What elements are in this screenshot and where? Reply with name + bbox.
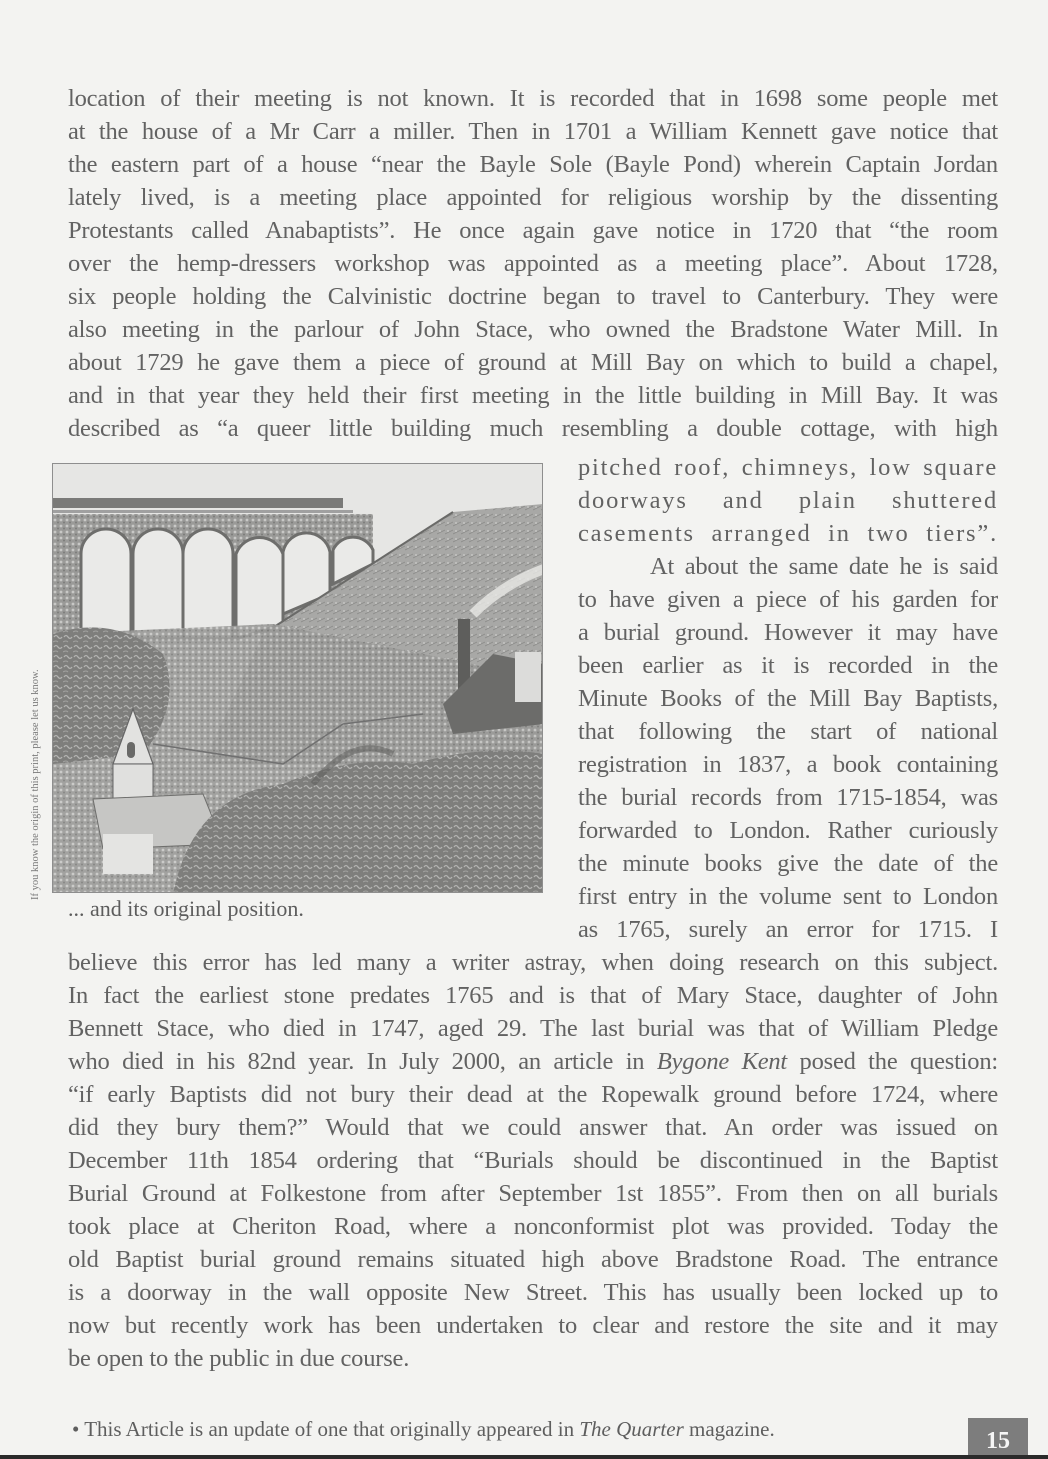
body-line: Minute Books of the Mill Bay Baptists, — [578, 685, 998, 712]
body-line: did they bury them?” Would that we could answer that. An order was issued on — [68, 1114, 998, 1141]
body-line: casements arranged in two tiers”. — [578, 520, 998, 547]
body-line: that following the start of national — [578, 718, 998, 745]
body-line: a burial ground. However it may have — [578, 619, 998, 646]
body-line: doorways and plain shuttered — [578, 487, 998, 514]
engraving-figure — [52, 463, 543, 893]
body-line: Burial Ground at Folkestone from after September 1st 1855”. From then on all burials — [68, 1180, 998, 1207]
body-line: about 1729 he gave them a piece of ground at Mill Bay on which to build a chapel, — [68, 349, 998, 376]
body-line: “if early Baptists did not bury their dead at the Ropewalk ground before 1724, where — [68, 1081, 998, 1108]
body-line: and in that year they held their first meeting in the little building in Mill Bay. It was — [68, 382, 998, 409]
text-segment: posed the question: — [787, 1048, 998, 1075]
body-line: the burial records from 1715-1854, was — [578, 784, 998, 811]
body-line: took place at Cheriton Road, where a nonconformist plot was provided. Today the — [68, 1213, 998, 1240]
body-line: as 1765, surely an error for 1715. I — [578, 916, 998, 943]
body-line: described as “a queer little building much resembling a double cottage, with high — [68, 415, 998, 442]
footnote-text-end: magazine. — [683, 1417, 775, 1441]
body-line: pitched roof, chimneys, low square — [578, 454, 998, 481]
body-line: the eastern part of a house “near the Bayle Sole (Bayle Pond) wherein Captain Jordan — [68, 151, 998, 178]
magazine-title: The Quarter — [579, 1417, 684, 1441]
body-line: first entry in the volume sent to London — [578, 883, 998, 910]
page-number: 15 — [968, 1418, 1028, 1455]
body-line: lately lived, is a meeting place appointed for religious worship by the dissenting — [68, 184, 998, 211]
viaduct-engraving-image — [53, 464, 543, 893]
body-line: At about the same date he is said — [650, 553, 998, 580]
body-line: to have given a piece of his garden for — [578, 586, 998, 613]
body-line: In fact the earliest stone predates 1765 and is that of Mary Stace, daughter of John — [68, 982, 998, 1009]
bullet-icon: • — [72, 1417, 80, 1441]
body-line: forwarded to London. Rather curiously — [578, 817, 998, 844]
body-line: believe this error has led many a writer astray, when doing research on this subject. — [68, 949, 998, 976]
body-line: registration in 1837, a book containing — [578, 751, 998, 778]
figure-caption: ... and its original position. — [68, 896, 304, 921]
footnote — [72, 1416, 775, 1442]
body-line: Bennett Stace, who died in 1747, aged 29. The last burial was that of William Pledge — [68, 1015, 998, 1042]
body-line: the minute books give the date of the — [578, 850, 998, 877]
bottom-edge-bar — [0, 1455, 1048, 1459]
body-line: old Baptist burial ground remains situated high above Bradstone Road. The entrance — [68, 1246, 998, 1273]
body-line: location of their meeting is not known. It is recorded that in 1698 some people met — [68, 85, 998, 112]
body-line: at the house of a Mr Carr a miller. Then in 1701 a William Kennett gave notice that — [68, 118, 998, 145]
body-line: is a doorway in the wall opposite New Street. This has usually been locked up to — [68, 1279, 998, 1306]
body-line: December 11th 1854 ordering that “Burials should be discontinued in the Baptist — [68, 1147, 998, 1174]
publication-title-bygone-kent: Bygone Kent — [656, 1048, 788, 1075]
body-line: over the hemp-dressers workshop was appointed as a meeting place”. About 1728, — [68, 250, 998, 277]
body-line: also meeting in the parlour of John Stace, who owned the Bradstone Water Mill. In — [68, 316, 998, 343]
footnote-text: This Article is an update of one that originally appeared in — [79, 1417, 580, 1441]
body-line: now but recently work has been undertaken to clear and restore the site and it may — [68, 1312, 998, 1339]
body-line: be open to the public in due course. — [68, 1345, 410, 1372]
body-line: six people holding the Calvinistic doctrine began to travel to Canterbury. They were — [68, 283, 998, 310]
body-line: Protestants called Anabaptists”. He once again gave notice in 1720 that “the room — [68, 217, 998, 244]
body-line: been earlier as it is recorded in the — [578, 652, 998, 679]
text-segment: who died in his 82nd year. In July 2000, an article in — [68, 1048, 657, 1075]
figure-side-note: If you know the origin of this print, please let us know. — [30, 669, 41, 900]
body-line-with-italic — [68, 1047, 998, 1077]
